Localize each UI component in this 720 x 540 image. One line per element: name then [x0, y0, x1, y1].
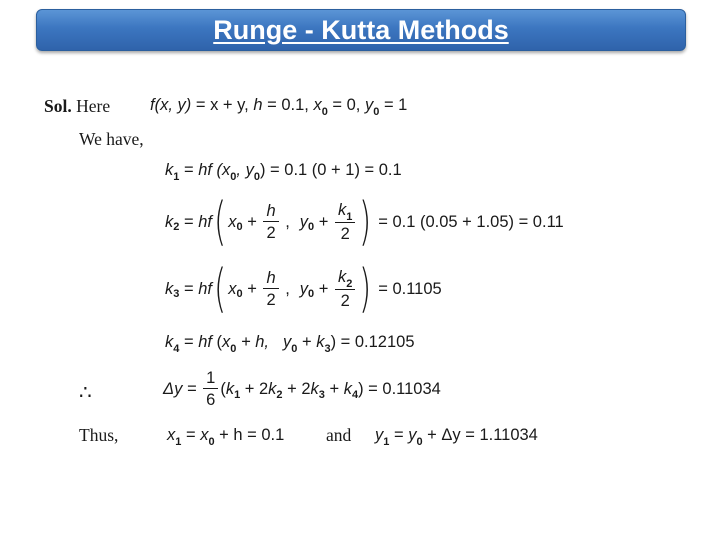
x0-value: = 0, — [327, 96, 361, 114]
k4-k3-sub: 3 — [324, 343, 331, 355]
dy-k4: k — [343, 380, 352, 398]
sol-label: Sol. — [44, 96, 72, 116]
k4-y: y — [283, 333, 292, 351]
k2-left-paren: ( — [214, 192, 227, 252]
and-label: and — [326, 425, 352, 445]
k2-x: x — [228, 212, 237, 231]
here-label: Here — [76, 96, 111, 116]
dy-p2: + 2 — [282, 380, 311, 398]
dy-frac-num: 1 — [203, 368, 218, 389]
k4-eq: = — [179, 333, 199, 351]
f-args: (x, y) — [154, 96, 192, 114]
dy-open: ( — [220, 380, 226, 398]
k3-x-sub: 0 — [236, 288, 243, 300]
y1-y0: y — [408, 426, 417, 444]
k3-frac2-num — [335, 267, 355, 290]
k3-frac2-den: 2 — [340, 291, 350, 310]
k2-equation — [165, 192, 564, 252]
sol-line — [44, 96, 110, 117]
k2-y: y — [299, 212, 309, 231]
k2-sub: 2 — [173, 221, 180, 233]
delta-y-equation — [163, 368, 441, 411]
k4-y-sub: 0 — [291, 343, 298, 355]
given-expression — [150, 96, 408, 118]
k1-sub: 1 — [173, 171, 180, 183]
k4-mid: + h, — [236, 333, 269, 351]
dy-k3: k — [310, 380, 319, 398]
k4-result: ) = 0.12105 — [330, 333, 415, 351]
thus-label: Thus, — [79, 425, 119, 445]
k2-k1-over-2 — [335, 200, 355, 245]
x0-symbol: x — [313, 96, 322, 114]
dy-frac-den: 6 — [206, 391, 216, 409]
k3-k2-over-2 — [335, 267, 355, 312]
slide-title-bar — [36, 9, 686, 51]
k3-comma: , — [280, 279, 290, 298]
k2-frac1-num: h — [263, 201, 278, 222]
k1-arg-x: (x — [216, 161, 231, 179]
k4-plus: + — [297, 333, 317, 351]
k2-h-over-2 — [263, 201, 278, 244]
k4-k3: k — [316, 333, 325, 351]
k3-eq: = — [179, 279, 199, 298]
k2-symbol: k — [165, 212, 174, 231]
k3-frac1-den: 2 — [266, 290, 276, 309]
final-x1 — [167, 426, 285, 448]
k4-sub: 4 — [173, 343, 180, 355]
k4-hf: hf — [198, 333, 212, 351]
y1-eq: = — [389, 426, 409, 444]
k3-plus: + — [242, 279, 262, 298]
dy-k1: k — [225, 380, 235, 398]
x1-eq: = — [181, 426, 201, 444]
k3-hf: hf — [198, 279, 212, 298]
f-symbol: f — [150, 96, 155, 114]
k2-right-paren: ) — [359, 192, 372, 252]
x1-x0-sub: 0 — [208, 436, 215, 448]
k1-arg-y-sub: 0 — [253, 171, 260, 183]
x1-x0: x — [200, 426, 209, 444]
dy-p1: + 2 — [240, 380, 269, 398]
k3-equation — [165, 259, 442, 319]
dy-result: ) = 0.11034 — [358, 380, 441, 398]
slide-title: Runge - Kutta Methods — [213, 15, 509, 45]
y1-sub: 1 — [383, 436, 390, 448]
k3-symbol: k — [165, 279, 174, 298]
k2-result: = 0.1 (0.05 + 1.05) = 0.11 — [373, 212, 564, 231]
k2-eq: = — [179, 212, 199, 231]
k2-plus-2: + — [314, 212, 333, 231]
x0-sub: 0 — [321, 106, 328, 118]
x1-symbol: x — [167, 426, 176, 444]
k1-eq: = — [179, 161, 199, 179]
k2-frac1-den: 2 — [266, 223, 276, 242]
dy-lhs: Δy = — [163, 380, 202, 398]
we-have-label: We have, — [79, 129, 144, 149]
dy-one-sixth — [203, 368, 218, 411]
k3-frac1-num: h — [263, 268, 278, 289]
k1-arg-y: , y — [236, 161, 254, 179]
f-rhs: = x + y, — [191, 96, 249, 114]
dy-k2: k — [268, 380, 277, 398]
k2-x-sub: 0 — [236, 221, 243, 233]
k4-symbol: k — [165, 333, 174, 351]
k4-x: x — [222, 333, 231, 351]
k1-result: ) = 0.1 (0 + 1) = 0.1 — [259, 161, 402, 179]
dy-k2-sub: 2 — [276, 388, 283, 401]
y0-symbol: y — [364, 96, 374, 114]
k3-h-over-2 — [263, 268, 278, 311]
x1-sub: 1 — [175, 436, 182, 448]
k1-hf: hf — [198, 161, 212, 179]
y1-y0-sub: 0 — [416, 436, 423, 448]
k4-open: ( — [211, 333, 223, 351]
k3-frac2-k-sub: 2 — [346, 277, 353, 290]
k2-frac2-num — [335, 200, 355, 223]
k3-right-paren: ) — [359, 259, 372, 319]
k4-x-sub: 0 — [230, 343, 237, 355]
k3-y-sub: 0 — [308, 288, 315, 300]
k3-x: x — [228, 279, 237, 298]
k4-equation — [165, 333, 415, 355]
y0-value: = 1 — [379, 96, 408, 114]
k1-symbol: k — [165, 161, 174, 179]
k2-hf: hf — [198, 212, 212, 231]
k3-frac2-k: k — [337, 267, 347, 286]
x1-rest: + h = 0.1 — [214, 426, 285, 444]
k2-frac2-den: 2 — [340, 224, 350, 243]
dy-k3-sub: 3 — [318, 388, 325, 401]
dy-k4-sub: 4 — [351, 388, 359, 401]
k1-equation — [165, 161, 402, 183]
k1-arg-x-sub: 0 — [230, 171, 237, 183]
h-value: = 0.1, — [262, 96, 309, 114]
k2-plus: + — [242, 212, 262, 231]
h-symbol: h — [253, 96, 263, 114]
dy-k1-sub: 1 — [234, 388, 241, 401]
k2-comma: , — [280, 212, 290, 231]
k3-left-paren: ( — [214, 259, 227, 319]
y0-sub: 0 — [373, 106, 380, 118]
dy-p3: + — [324, 380, 344, 398]
y1-rest: + Δy = 1.11034 — [422, 426, 538, 444]
k3-result: = 0.1105 — [373, 279, 442, 298]
therefore-symbol: ∴ — [79, 382, 92, 404]
final-y1 — [375, 426, 538, 448]
k2-y-sub: 0 — [308, 221, 315, 233]
y1-symbol: y — [375, 426, 384, 444]
k3-plus-2: + — [314, 279, 333, 298]
k2-frac2-k-sub: 1 — [346, 210, 353, 223]
k3-y: y — [299, 279, 309, 298]
k2-frac2-k: k — [337, 200, 347, 219]
k3-sub: 3 — [173, 288, 180, 300]
